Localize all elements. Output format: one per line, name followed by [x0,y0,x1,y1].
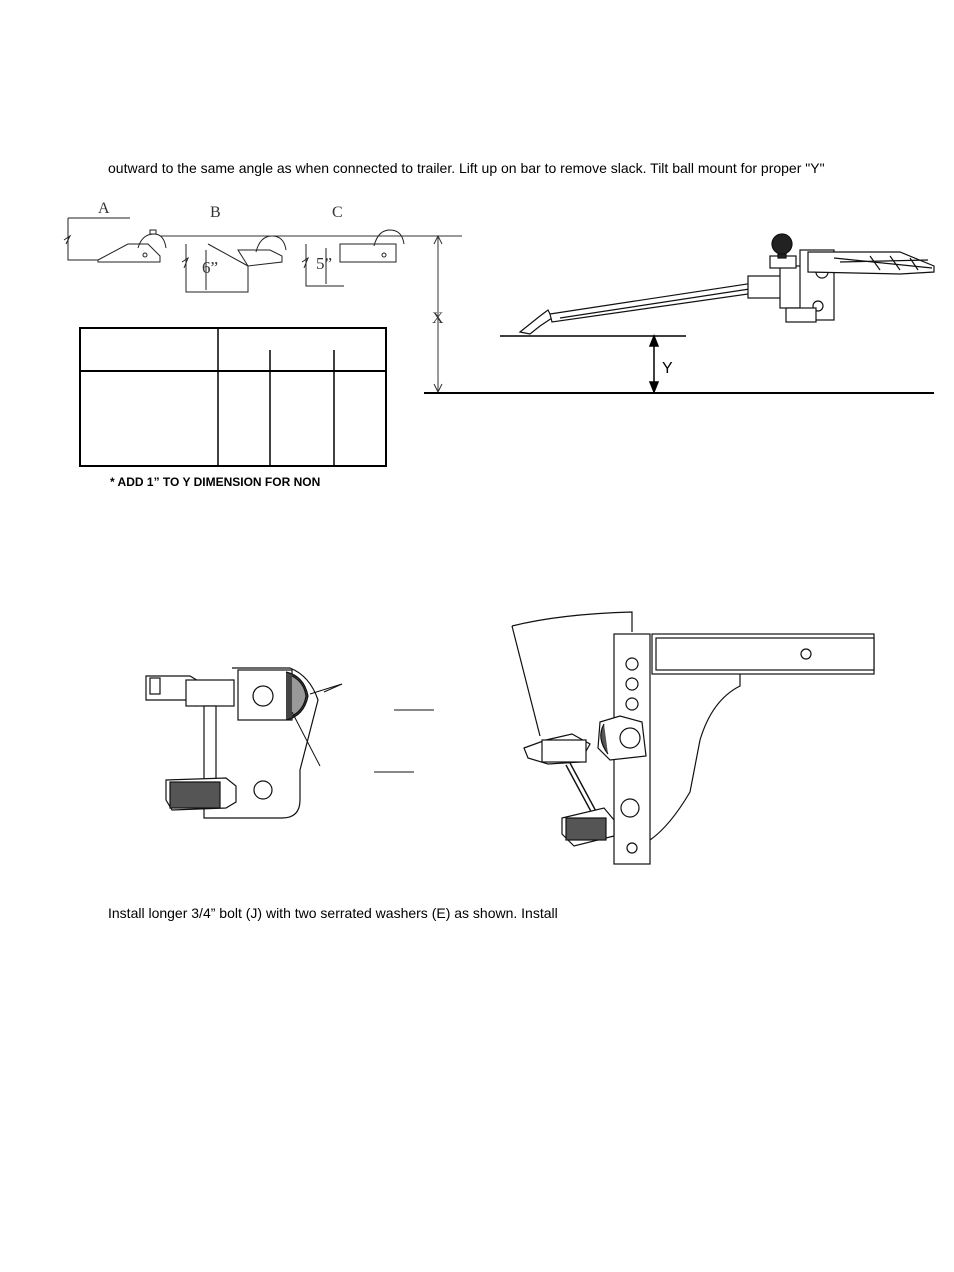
dimension-label-c: 5” [316,254,333,273]
instruction-line-2: Install longer 3/4” bolt (J) with two serrated washers (E) as shown. Install [108,905,558,921]
table-footnote: * ADD 1” TO Y DIMENSION FOR NON [110,475,321,489]
dimension-label-b: 6” [202,258,219,277]
coupler-label-c: C [332,204,343,221]
dimension-label-x: X [432,310,444,327]
coupler-label-a: A [98,200,110,217]
dimension-label-y: Y [662,360,673,377]
instruction-line-1: outward to the same angle as when connected to trailer. Lift up on bar to remove slack. Tilt ball mount for proper "Y" [108,160,825,176]
hitch-full-view [512,612,874,864]
coupler-label-b: B [210,204,221,221]
hitch-head-side-view [146,668,318,818]
